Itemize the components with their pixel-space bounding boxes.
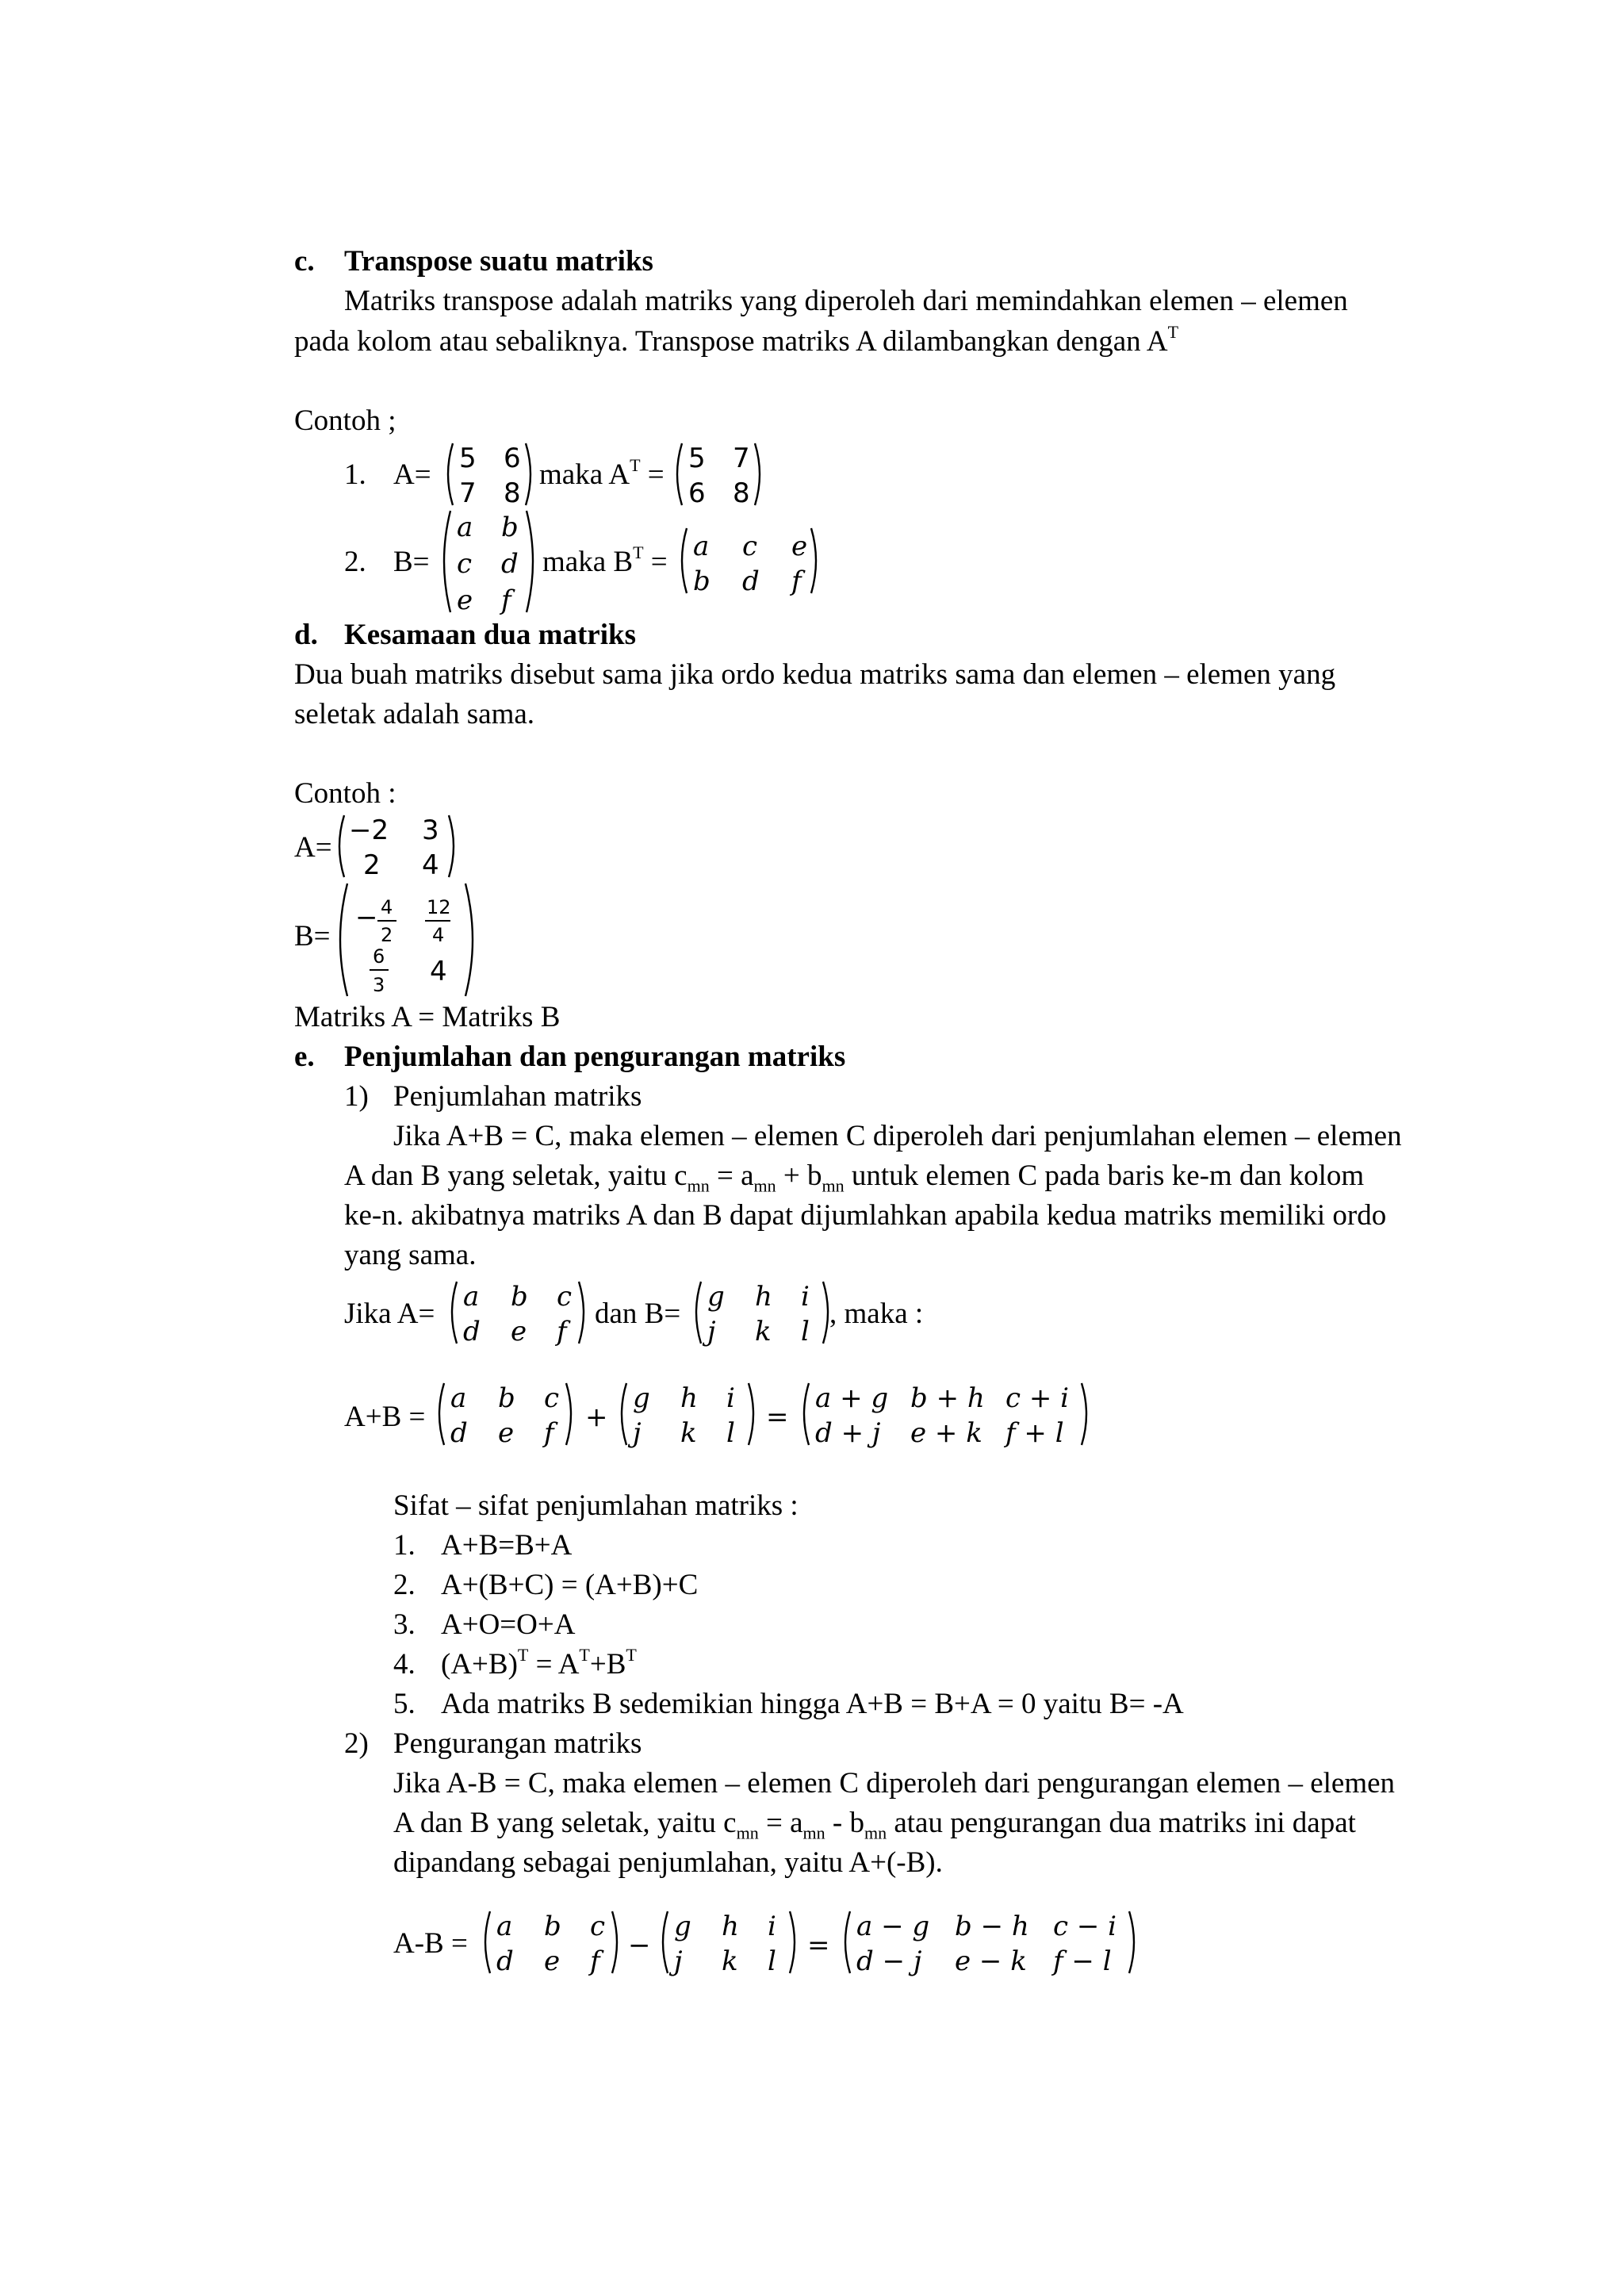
matrix-cell: e bbox=[544, 1945, 561, 1977]
property-text: A+O=O+A bbox=[441, 1608, 576, 1641]
matrix-cell: i bbox=[768, 1911, 776, 1942]
matrix-cell: d bbox=[496, 1945, 514, 1977]
section-c-number: c. bbox=[294, 245, 315, 278]
matrix-cell: f bbox=[544, 1417, 554, 1449]
matrix-b-2x3 bbox=[690, 1277, 834, 1348]
matrix-cell: e − k bbox=[955, 1945, 1027, 1977]
matrix-cell: 5 bbox=[459, 443, 477, 474]
matrix-cell: e bbox=[511, 1316, 527, 1347]
sum-result-matrix bbox=[798, 1378, 1093, 1450]
section-d-conclusion: Matriks A = Matriks B bbox=[294, 1001, 561, 1033]
addition-dan-label: dan B= bbox=[595, 1297, 681, 1330]
addition-title: Penjumlahan matriks bbox=[393, 1080, 642, 1113]
property-number: 2. bbox=[393, 1569, 416, 1601]
matrix-cell: d + j bbox=[815, 1417, 881, 1449]
matrix-cell: c bbox=[457, 548, 473, 580]
matrix-cell: b − h bbox=[955, 1911, 1029, 1942]
section-c-paragraph-line1: Matriks transpose adalah matriks yang diperoleh dari memindahkan elemen – elemen bbox=[344, 285, 1348, 317]
matrix-cell: a bbox=[457, 512, 473, 543]
equals-operator: = bbox=[807, 1930, 830, 1961]
section-d-paragraph-line2: seletak adalah sama. bbox=[294, 698, 535, 730]
matrix-cell: a bbox=[463, 1281, 480, 1313]
fraction-denominator: 2 bbox=[381, 924, 393, 946]
matrix-a-equal bbox=[333, 811, 460, 882]
ex2-maka: maka $B^T$ = bbox=[542, 542, 668, 578]
plus-operator: + bbox=[585, 1401, 608, 1433]
equals-sign bbox=[801, 1907, 841, 1978]
addition-paragraph-line1: Jika A+B = C, maka elemen – elemen C diperoleh dari penjumlahan elemen – elemen bbox=[393, 1120, 1402, 1152]
matrix-cell: g bbox=[674, 1911, 691, 1942]
matrix-cell: j bbox=[674, 1945, 683, 1977]
matrix-cell: 6 bbox=[504, 443, 521, 474]
ex1-lhs: A= bbox=[393, 458, 431, 491]
matrix-b-fractions bbox=[333, 880, 480, 999]
matrix-cell: 3 bbox=[422, 815, 439, 846]
matrix-cell: a + g bbox=[815, 1382, 889, 1414]
matrix-cell: b bbox=[498, 1382, 515, 1414]
fraction-numerator: 6 bbox=[373, 945, 385, 968]
matrix-cell: c bbox=[544, 1382, 560, 1414]
matrix-cell: c bbox=[742, 531, 758, 562]
matrix-cell: 8 bbox=[504, 477, 521, 509]
matrix-a-label: A= bbox=[294, 831, 332, 864]
matrix-cell: 4 bbox=[422, 849, 439, 881]
section-e-number: e. bbox=[294, 1041, 315, 1073]
matrix-cell: f − l bbox=[1053, 1945, 1112, 1977]
section-d-paragraph-line1: Dua buah matriks disebut sama jika ordo kedua matriks sama dan elemen – elemen yang bbox=[294, 658, 1336, 691]
section-c-example-label: Contoh ; bbox=[294, 404, 396, 437]
matrix-cell: f + l bbox=[1005, 1417, 1064, 1449]
matrix-cell: a − g bbox=[856, 1911, 930, 1942]
property-text: A+B=B+A bbox=[441, 1529, 573, 1562]
matrix-cell: h bbox=[755, 1281, 772, 1313]
matrix-cell: e + k bbox=[910, 1417, 982, 1449]
matrix-cell: f bbox=[791, 565, 802, 597]
subtraction-title: Pengurangan matriks bbox=[393, 1727, 642, 1760]
section-d-title: Kesamaan dua matriks bbox=[344, 619, 636, 651]
matrix-cell: i bbox=[726, 1382, 735, 1414]
diff-result-matrix bbox=[839, 1907, 1140, 1978]
matrix-cell: c + i bbox=[1005, 1382, 1070, 1414]
section-d-example-label: Contoh : bbox=[294, 777, 396, 810]
matrix-a-2x3 bbox=[446, 1277, 590, 1348]
matrix-cell: e bbox=[457, 585, 473, 615]
sum-matrix-b bbox=[615, 1378, 760, 1450]
section-d-number: d. bbox=[294, 619, 318, 651]
matrix-cell: d − j bbox=[856, 1945, 922, 1977]
matrix-cell: e bbox=[498, 1417, 515, 1449]
addition-paragraph-line2: A dan B yang seletak, yaitu $c_{mn} = a_{mn} + b_{mn}$ untuk elemen C pada baris ke-m dan kolom bbox=[344, 1159, 1365, 1196]
matrix-cell: a bbox=[496, 1911, 513, 1942]
matrix-cell: k bbox=[680, 1417, 697, 1449]
matrix-b-3x2 bbox=[438, 508, 539, 615]
matrix-b-transpose bbox=[676, 523, 822, 598]
matrix-cell: e bbox=[791, 531, 808, 562]
property-number: 3. bbox=[393, 1608, 416, 1641]
addition-paragraph-line4: yang sama. bbox=[344, 1239, 477, 1271]
matrix-cell: 4 bbox=[430, 956, 447, 987]
matrix-cell: c bbox=[557, 1281, 573, 1313]
matrix-cell: 7 bbox=[733, 443, 750, 474]
section-c-title: Transpose suatu matriks bbox=[344, 245, 653, 278]
difference-equation-label: A-B = bbox=[393, 1927, 468, 1960]
sum-matrix-a bbox=[433, 1378, 577, 1450]
matrix-cell: b bbox=[501, 512, 519, 543]
matrix-cell: b + h bbox=[910, 1382, 985, 1414]
matrix-cell: c − i bbox=[1053, 1911, 1117, 1942]
matrix-cell: f bbox=[501, 585, 511, 615]
ex1-maka: maka $A^T$ = bbox=[539, 455, 665, 491]
property-number: 4. bbox=[393, 1648, 416, 1681]
minus-operator: − bbox=[628, 1930, 651, 1961]
equals-sign bbox=[760, 1378, 799, 1450]
sum-equation-label: A+B = bbox=[344, 1401, 426, 1433]
matrix-cell: l bbox=[768, 1945, 776, 1977]
properties-title: Sifat – sifat penjumlahan matriks : bbox=[393, 1489, 799, 1522]
ex1-number: 1. bbox=[344, 458, 366, 491]
fraction-denominator: 4 bbox=[432, 924, 445, 946]
fraction-sign: − bbox=[355, 902, 378, 933]
matrix-cell: h bbox=[722, 1911, 739, 1942]
addition-jika-label: Jika A= bbox=[344, 1297, 435, 1330]
subtraction-paragraph-line2: A dan B yang seletak, yaitu $c_{mn} = a_{mn} - b_{mn}$ atau pengurangan dua matriks ini dapat bbox=[393, 1807, 1356, 1843]
matrix-cell: d bbox=[742, 565, 760, 597]
section-c-paragraph-line2: pada kolom atau sebaliknya. Transpose matriks A dilambangkan dengan $A^T$ bbox=[294, 322, 1179, 358]
matrix-cell: l bbox=[801, 1316, 810, 1347]
matrix-cell: b bbox=[511, 1281, 528, 1313]
matrix-cell: f bbox=[557, 1316, 567, 1347]
matrix-cell: j bbox=[707, 1316, 716, 1347]
ex2-number: 2. bbox=[344, 546, 366, 578]
matrix-cell: 8 bbox=[733, 477, 750, 509]
matrix-cell: k bbox=[722, 1945, 738, 1977]
subtraction-paragraph-line3: dipandang sebagai penjumlahan, yaitu A+(-B). bbox=[393, 1846, 943, 1879]
addition-paragraph-line3: ke-n. akibatnya matriks A dan B dapat dijumlahkan apabila kedua matriks memiliki ordo bbox=[344, 1199, 1387, 1232]
matrix-cell: b bbox=[544, 1911, 561, 1942]
matrix-cell: f bbox=[590, 1945, 600, 1977]
section-e-title: Penjumlahan dan pengurangan matriks bbox=[344, 1041, 846, 1073]
matrix-cell: a bbox=[450, 1382, 467, 1414]
property-text: A+(B+C) = (A+B)+C bbox=[441, 1569, 699, 1601]
addition-maka-label: , maka : bbox=[829, 1297, 924, 1330]
subtraction-paragraph-line1: Jika A-B = C, maka elemen – elemen C diperoleh dari pengurangan elemen – elemen bbox=[393, 1767, 1396, 1800]
ex2-lhs: B= bbox=[393, 546, 430, 578]
matrix-cell: k bbox=[755, 1316, 772, 1347]
property-number: 5. bbox=[393, 1688, 416, 1720]
matrix-cell: i bbox=[801, 1281, 810, 1313]
diff-matrix-b bbox=[657, 1907, 801, 1978]
matrix-cell: d bbox=[463, 1316, 481, 1347]
matrix-cell: g bbox=[707, 1281, 725, 1313]
matrix-a-2x2 bbox=[442, 439, 537, 510]
matrix-cell: g bbox=[633, 1382, 650, 1414]
addition-number: 1) bbox=[344, 1080, 369, 1113]
matrix-cell: 5 bbox=[688, 443, 706, 474]
matrix-cell: −2 bbox=[349, 815, 389, 846]
plus-sign bbox=[577, 1378, 617, 1450]
matrix-a-transpose bbox=[671, 439, 766, 510]
property-text: $(A+B)^T = A^T+B^T$ bbox=[441, 1645, 637, 1681]
diff-matrix-a bbox=[479, 1907, 623, 1978]
fraction-numerator: 4 bbox=[381, 896, 393, 918]
matrix-cell: 7 bbox=[459, 477, 477, 509]
fraction-numerator: 12 bbox=[427, 896, 451, 918]
equals-operator: = bbox=[766, 1401, 789, 1433]
matrix-cell: c bbox=[590, 1911, 606, 1942]
property-number: 1. bbox=[393, 1529, 416, 1562]
matrix-cell: d bbox=[450, 1417, 468, 1449]
matrix-cell: h bbox=[680, 1382, 698, 1414]
matrix-b-label: B= bbox=[294, 920, 331, 953]
matrix-cell: a bbox=[693, 531, 710, 562]
matrix-cell: j bbox=[633, 1417, 642, 1449]
property-text: Ada matriks B sedemikian hingga A+B = B+A = 0 yaitu B= -A bbox=[441, 1688, 1184, 1720]
minus-sign bbox=[623, 1907, 658, 1978]
subtraction-number: 2) bbox=[344, 1727, 369, 1760]
matrix-cell: b bbox=[693, 565, 710, 597]
matrix-cell: 2 bbox=[363, 849, 381, 881]
matrix-cell: d bbox=[501, 548, 519, 580]
matrix-cell: 6 bbox=[688, 477, 706, 509]
matrix-cell: l bbox=[726, 1417, 735, 1449]
fraction-denominator: 3 bbox=[373, 974, 385, 996]
